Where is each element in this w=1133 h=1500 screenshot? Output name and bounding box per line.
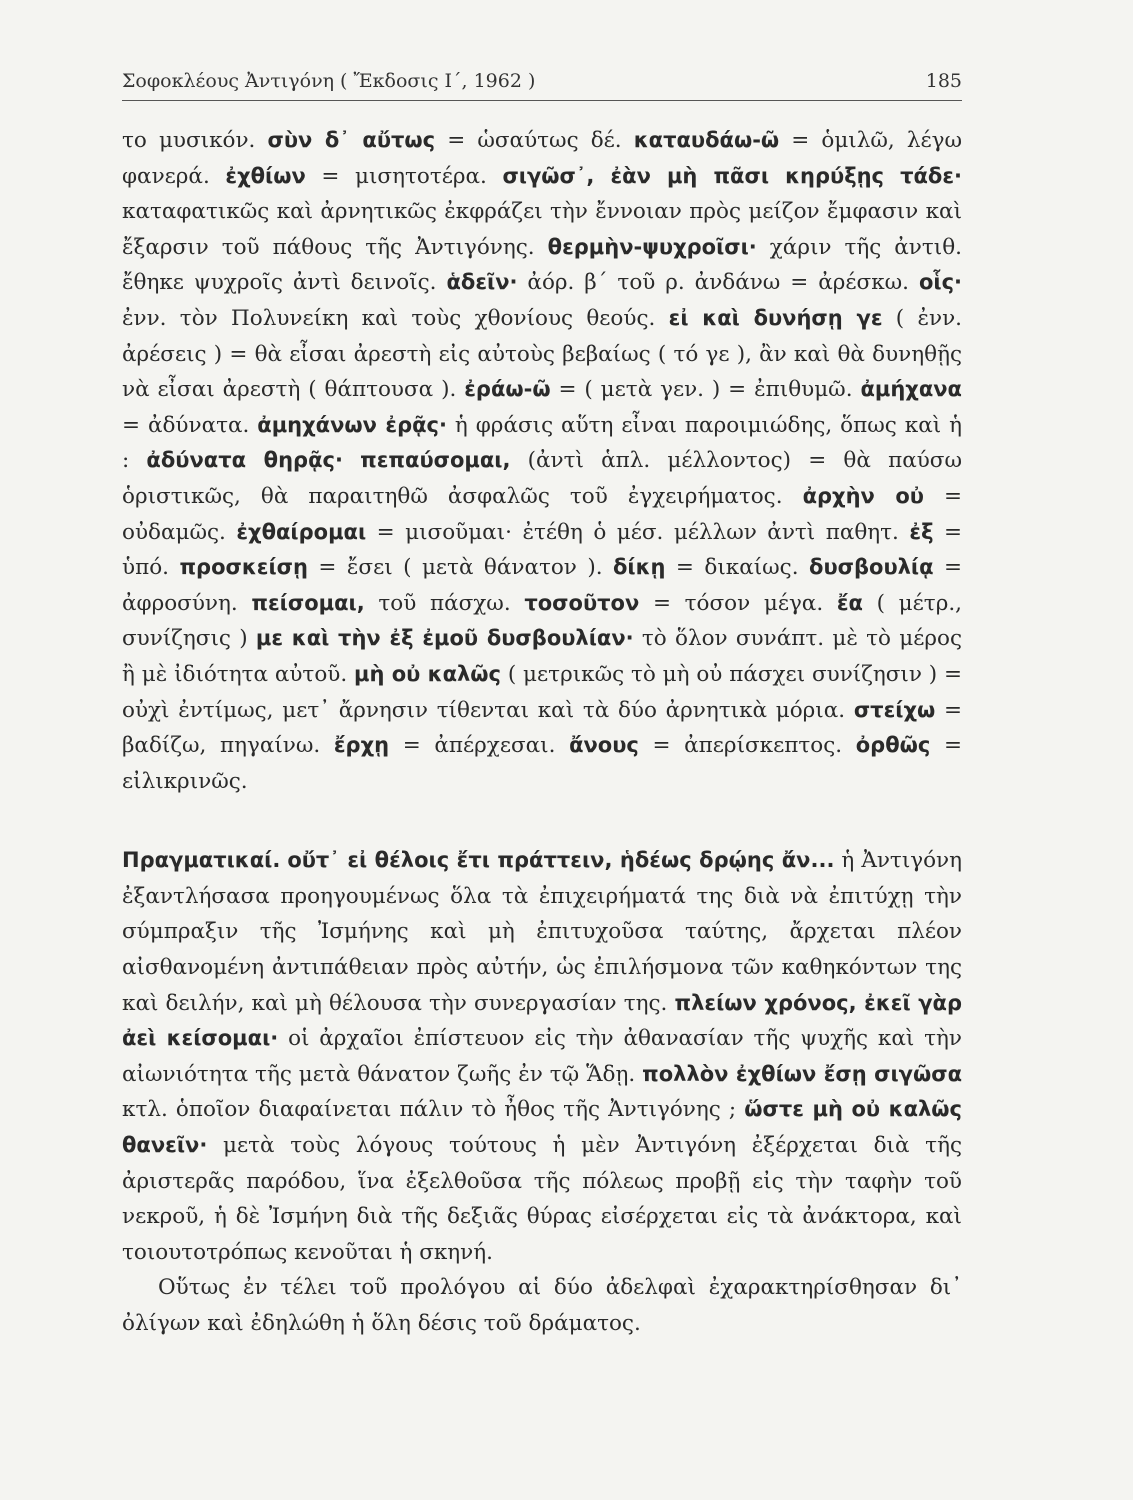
commentary-text: τοῦ πάσχω. <box>364 590 525 616</box>
commentary-text: = ἀπερίσκεπτος. <box>638 733 856 759</box>
lemma: προσκείσῃ <box>179 555 308 580</box>
commentary-text: ἐνν. τὸν Πολυνείκη καὶ τοὺς χθονίους θεούς. <box>122 305 669 331</box>
commentary-text: καταφατικῶς καὶ ἀρνητικῶς ἐκφράζει τὴν ἔννοιαν πρὸς μείζον ἔμφασιν καὶ ἔξαρσιν τοῦ πάθους τῆς Ἀντιγόνης. <box>122 199 962 260</box>
running-title: Σοφοκλέους Ἀντιγόνη ( Ἔκδοσις Ι΄, 1962 ) <box>122 70 536 92</box>
commentary-text: ( μετρικῶς τὸ μὴ οὐ πάσχει συνίζησιν ) = οὐχὶ ἐντίμως, μετ᾽ ἄρνησιν τίθενται καὶ τὰ δύο ἀρνητικὰ μόρια. <box>122 661 962 723</box>
commentary-text: οἱ ἀρχαῖοι ἐπίστευον εἰς τὴν ἀθανασίαν τῆς ψυχῆς καὶ τὴν αἰωνιότητα τῆς μετὰ θάνατον ζωῆς ἐν τῷ Ἅδῃ. <box>122 1026 962 1087</box>
commentary-text: = μισητοτέρα. <box>305 163 503 189</box>
commentary-paragraph <box>122 843 962 1270</box>
lemma: ἀρχὴν οὐ <box>802 483 924 508</box>
commentary-text: = δικαίως. <box>665 555 810 581</box>
lemma: ἀδύνατα θηρᾷς· <box>146 448 343 473</box>
lemma: πεπαύσομαι, <box>360 448 511 473</box>
commentary-text <box>343 448 360 473</box>
lemma: ἔα <box>836 590 863 615</box>
lemma: δίκῃ <box>613 555 666 580</box>
commentary-text: ( μέτρ., συνίζησις ) <box>122 590 962 652</box>
commentary-text: κτλ. ὁποῖον διαφαίνεται πάλιν τὸ ἦθος τῆς Ἀντιγόνης ; <box>122 1097 745 1123</box>
commentary-text: = ἔσει ( μετὰ θάνατον ). <box>307 555 613 581</box>
page <box>122 70 962 1342</box>
lemma: μὴ οὐ καλῶς <box>354 661 501 686</box>
commentary-text: (ἀντὶ ἁπλ. μέλλοντος) = θὰ παύσω ὁριστικῶς, θὰ παραιτηθῶ ἀσφαλῶς τοῦ ἐγχειρήματος. <box>122 448 962 509</box>
lemma: ἐχθαίρομαι <box>236 519 367 544</box>
commentary-text: = μισοῦμαι· ἐτέθη ὁ μέσ. μέλλων ἀντὶ παθητ. <box>366 519 910 545</box>
lemma: πολλὸν ἐχθίων ἔσῃ σιγῶσα <box>642 1061 963 1086</box>
lemma: οἷς· <box>918 270 962 295</box>
lemma: ἄνους <box>569 733 639 758</box>
lemma: ἐράω-ῶ <box>464 377 551 402</box>
commentary-text: ( ἐνν. ἀρέσεις ) = θὰ εἶσαι ἀρεστὴ εἰς αὐτοὺς βεβαίως ( τό γε ), ἂν καὶ θὰ δυνηθῇς νὰ εἶσαι ἀρεστὴ ( θάπτουσα ). <box>122 305 963 403</box>
commentary-text: = ὁμιλῶ, λέγω φανερά. <box>122 128 962 189</box>
lemma: ἀμήχανα <box>860 377 962 402</box>
lemma: στείχω <box>853 697 936 722</box>
lemma: οὔτ᾽ εἰ θέλοις ἔτι πράττειν, ἡδέως δρῴης ἄν... <box>287 848 835 873</box>
commentary-text: = ὡσαύτως δέ. <box>435 128 634 153</box>
commentary-text: = τόσον μέγα. <box>639 590 837 616</box>
commentary-text: ἀόρ. β΄ τοῦ ρ. ἀνδάνω = ἀρέσκω. <box>517 270 919 296</box>
closing-paragraph <box>122 1270 962 1341</box>
lemma: Πραγματικαί. <box>122 848 281 873</box>
commentary-text: = ( μετὰ γεν. ) = ἐπιθυμῶ. <box>550 377 861 403</box>
commentary-paragraph <box>122 123 962 799</box>
commentary-text: = βαδίζω, πηγαίνω. <box>122 697 962 759</box>
lemma: πλείων χρόνος, ἐκεῖ γὰρ ἀεὶ κείσομαι· <box>122 990 962 1051</box>
page-number: 185 <box>925 70 962 92</box>
commentary-text: χάριν τῆς ἀντιθ. ἔθηκε ψυχροῖς ἀντὶ δεινοῖς. <box>122 234 962 296</box>
commentary-text: το μυσικόν. <box>122 128 268 153</box>
running-header <box>122 70 962 101</box>
lemma: με καὶ τὴν ἐξ ἐμοῦ δυσβουλίαν· <box>255 626 634 651</box>
commentary-text: = ἀπέρχεσαι. <box>389 733 570 759</box>
lemma: ἐξ <box>909 519 934 544</box>
lemma: ὀρθῶς <box>855 733 931 758</box>
commentary-text: = ἀφροσύνη. <box>122 555 962 616</box>
commentary-text: ἡ φράσις αὕτη εἶναι παροιμιώδης, ὅπως καὶ ἡ : <box>122 412 962 474</box>
lemma: ἀμηχάνων ἐρᾷς· <box>257 412 447 437</box>
lemma: δυσβουλίᾳ <box>809 555 934 580</box>
lemma: σὺν δ᾽ αὔτως <box>267 128 436 152</box>
commentary-text: ἡ Ἀντιγόνη ἐξαντλήσασα προηγουμένως ὅλα τὰ ἐπιχειρήματά της διὰ νὰ ἐπιτύχῃ τὴν σύμπραξιν τῆς Ἰσμήνης καὶ μὴ ἐπιτυχοῦσα ταύτης, ἄρχεται πλέον αἰσθανομένη ἀντιπάθειαν πρὸς αὐτήν, ὡς ἐπιλήσμονα τῶν καθηκόντων της καὶ δειλήν, καὶ μὴ θέλουσα τὴν συνεργασίαν της. <box>122 848 962 1016</box>
lemma: ὥστε μὴ οὐ καλῶς θανεῖν· <box>122 1097 962 1158</box>
commentary-text: = εἰλικρινῶς. <box>122 733 962 794</box>
lemma: πείσομαι, <box>251 590 365 615</box>
commentary-text: μετὰ τοὺς λόγους τούτους ἡ μὲν Ἀντιγόνη ἐξέρχεται διὰ τῆς ἀριστερᾶς παρόδου, ἵνα ἐξελθοῦσα τῆς πόλεως προβῇ εἰς τὴν ταφὴν τοῦ νεκροῦ, ἡ δὲ Ἰσμήνη διὰ τῆς δεξιᾶς θύρας εἰσέρχεται εἰς τὰ ἀνάκτορα, καὶ τοιουτοτρόπως κενοῦται ἡ σκηνή. <box>122 1133 962 1265</box>
commentary-text: τὸ ὅλον συνάπτ. μὲ τὸ μέρος ἢ μὲ ἰδιότητα αὐτοῦ. <box>122 626 963 687</box>
lemma: θερμὴν-ψυχροῖσι· <box>547 234 757 259</box>
lemma: τοσοῦτον <box>524 590 640 615</box>
lemma: σιγῶσ᾽, ἐὰν μὴ πᾶσι κηρύξῃς τάδε· <box>502 163 963 188</box>
lemma: εἰ καὶ δυνήσῃ γε <box>668 305 883 330</box>
lemma: καταυδάω-ῶ <box>633 128 780 152</box>
commentary-text: = ἀδύνατα. <box>122 412 258 438</box>
commentary-text: = οὐδαμῶς. <box>122 483 962 545</box>
lemma: ἁδεῖν· <box>446 270 518 295</box>
commentary-text: = ὑπό. <box>122 519 962 581</box>
lemma: ἔρχῃ <box>333 733 390 758</box>
commentary-text: Οὕτως ἐν τέλει τοῦ προλόγου αἱ δύο ἀδελφαὶ ἐχαρακτηρίσθησαν δι᾽ ὀλίγων καὶ ἐδηλώθη ἡ ὅλη δέσις τοῦ δράματος. <box>122 1275 962 1336</box>
body-text <box>122 123 962 1342</box>
lemma: ἐχθίων <box>225 163 306 188</box>
